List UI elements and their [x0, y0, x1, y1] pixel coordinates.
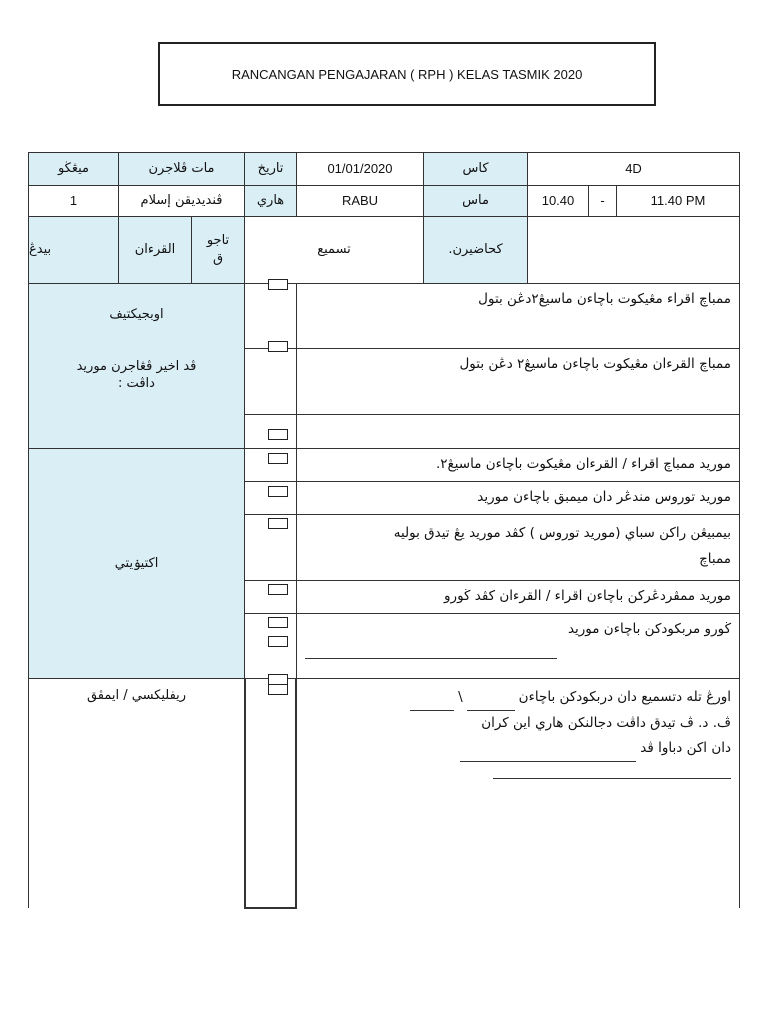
- tajuk-value: تسميع: [244, 216, 424, 284]
- blank-line: [460, 747, 636, 762]
- aktiviti-checkbox-4[interactable]: [268, 584, 288, 595]
- blank-line: [305, 644, 557, 659]
- aktiviti-checkbox-2[interactable]: [268, 486, 288, 497]
- hari-label: هاري: [244, 185, 297, 217]
- aktiviti-label: اكتيۏيتي: [28, 448, 245, 679]
- objektif-label-cell: [28, 283, 245, 449]
- objektif-sub-label: ڤد اخير ڤڠاجرن موريد: [76, 358, 197, 374]
- blank-line: [493, 764, 731, 779]
- aktiviti-item-5-text: ڬورو مربكودكن باچاءن موريد: [567, 621, 731, 637]
- minggu-value: 1: [28, 185, 119, 217]
- refleksi-label: ريفليكسي / ايمڤق: [28, 678, 245, 908]
- objektif-sub-label2: داڤت :: [118, 376, 155, 392]
- bidang-label: بيدڠ: [28, 216, 119, 284]
- refleksi-line-1-text: اورڠ تله دتسميع دان دربكودكن باچاءن: [518, 689, 731, 705]
- refleksi-line-3-text: دان اكن دباوا ڤد: [640, 740, 731, 757]
- aktiviti-checkbox-1[interactable]: [268, 453, 288, 464]
- objektif-checkbox-1[interactable]: [268, 279, 288, 290]
- kelas-label: كاس: [423, 152, 528, 186]
- divider: [244, 514, 297, 515]
- divider: [244, 580, 297, 581]
- refleksi-line-2: ڤ. د. ڤ تيدق داڤت دجالنكن هاري اين كران: [481, 714, 731, 731]
- refleksi-line-3: [460, 736, 731, 762]
- subject-label: مات ڤلاجرن: [118, 152, 245, 186]
- aktiviti-item-3-line1: بيمبيڠن راكن سباي (موريد توروس ) كڤد موريد يڠ تيدق بوليه: [393, 525, 731, 541]
- aktiviti-item-1: موريد ممباچ اقراء / القرءان مڠيكوت باچاءن ماسيڠ٢.: [296, 448, 740, 482]
- minggu-label: ميڠڬو: [28, 152, 119, 186]
- aktiviti-checkbox-5[interactable]: [268, 617, 288, 628]
- time-separator: -: [588, 185, 617, 217]
- time-end: 11.40 PM: [616, 185, 740, 217]
- aktiviti-item-4: موريد ممڤردڠركن باچاءن اقراء / القرءان كڤد ڬورو: [296, 580, 740, 614]
- refleksi-content: [296, 678, 740, 908]
- objektif-checkbox-2[interactable]: [268, 341, 288, 352]
- refleksi-line-1-separator: \: [458, 689, 463, 705]
- aktiviti-item-3-line2: ممباچ: [699, 550, 731, 567]
- aktiviti-item-3: [296, 514, 740, 581]
- objektif-check-col: [244, 283, 297, 449]
- tarikh-label: تاريخ: [244, 152, 297, 186]
- masa-label: ماس: [423, 185, 528, 217]
- objektif-item-3: [296, 414, 740, 449]
- divider: [244, 481, 297, 482]
- objektif-checkbox-3[interactable]: [268, 429, 288, 440]
- tajuk-label-line2: ق: [212, 251, 224, 266]
- blank-line: [467, 696, 515, 711]
- kelas-value: 4D: [527, 152, 740, 186]
- blank-line: [410, 696, 454, 711]
- tajuk-label-line1: تاجو: [206, 233, 230, 249]
- aktiviti-checkbox-6[interactable]: [268, 636, 288, 647]
- objektif-label: اوبجيكتيف: [109, 307, 164, 322]
- tajuk-label: [191, 216, 245, 284]
- document-title: RANCANGAN PENGAJARAN ( RPH ) KELAS TASMIK 2020: [158, 42, 656, 106]
- kehadiran-value: [527, 216, 740, 284]
- aktiviti-checkbox-3[interactable]: [268, 518, 288, 529]
- kehadiran-label: كحاضيرن.: [423, 216, 528, 284]
- aktiviti-item-2: موريد توروس مندڠر دان ميمبق باچاءن موريد: [296, 481, 740, 515]
- tarikh-value: 01/01/2020: [296, 152, 424, 186]
- subject-value: ڤنديديقن إسلام: [118, 185, 245, 217]
- divider: [244, 613, 297, 614]
- time-start: 10.40: [527, 185, 589, 217]
- aktiviti-item-5: [296, 613, 740, 679]
- bidang-value: القرءان: [118, 216, 192, 284]
- objektif-item-1: ممباچ اقراء مڠيكوت باچاءن ماسيڠ٢دڠن بتول: [296, 283, 740, 349]
- objektif-item-2: ممباچ القرءان مڠيكوت باچاءن ماسيڠ٢ دڠن بتول: [296, 348, 740, 415]
- refleksi-line-1: [410, 685, 731, 711]
- refleksi-check-col: [244, 678, 297, 909]
- hari-value: RABU: [296, 185, 424, 217]
- refleksi-checkbox-2[interactable]: [268, 684, 288, 695]
- divider: [244, 414, 297, 415]
